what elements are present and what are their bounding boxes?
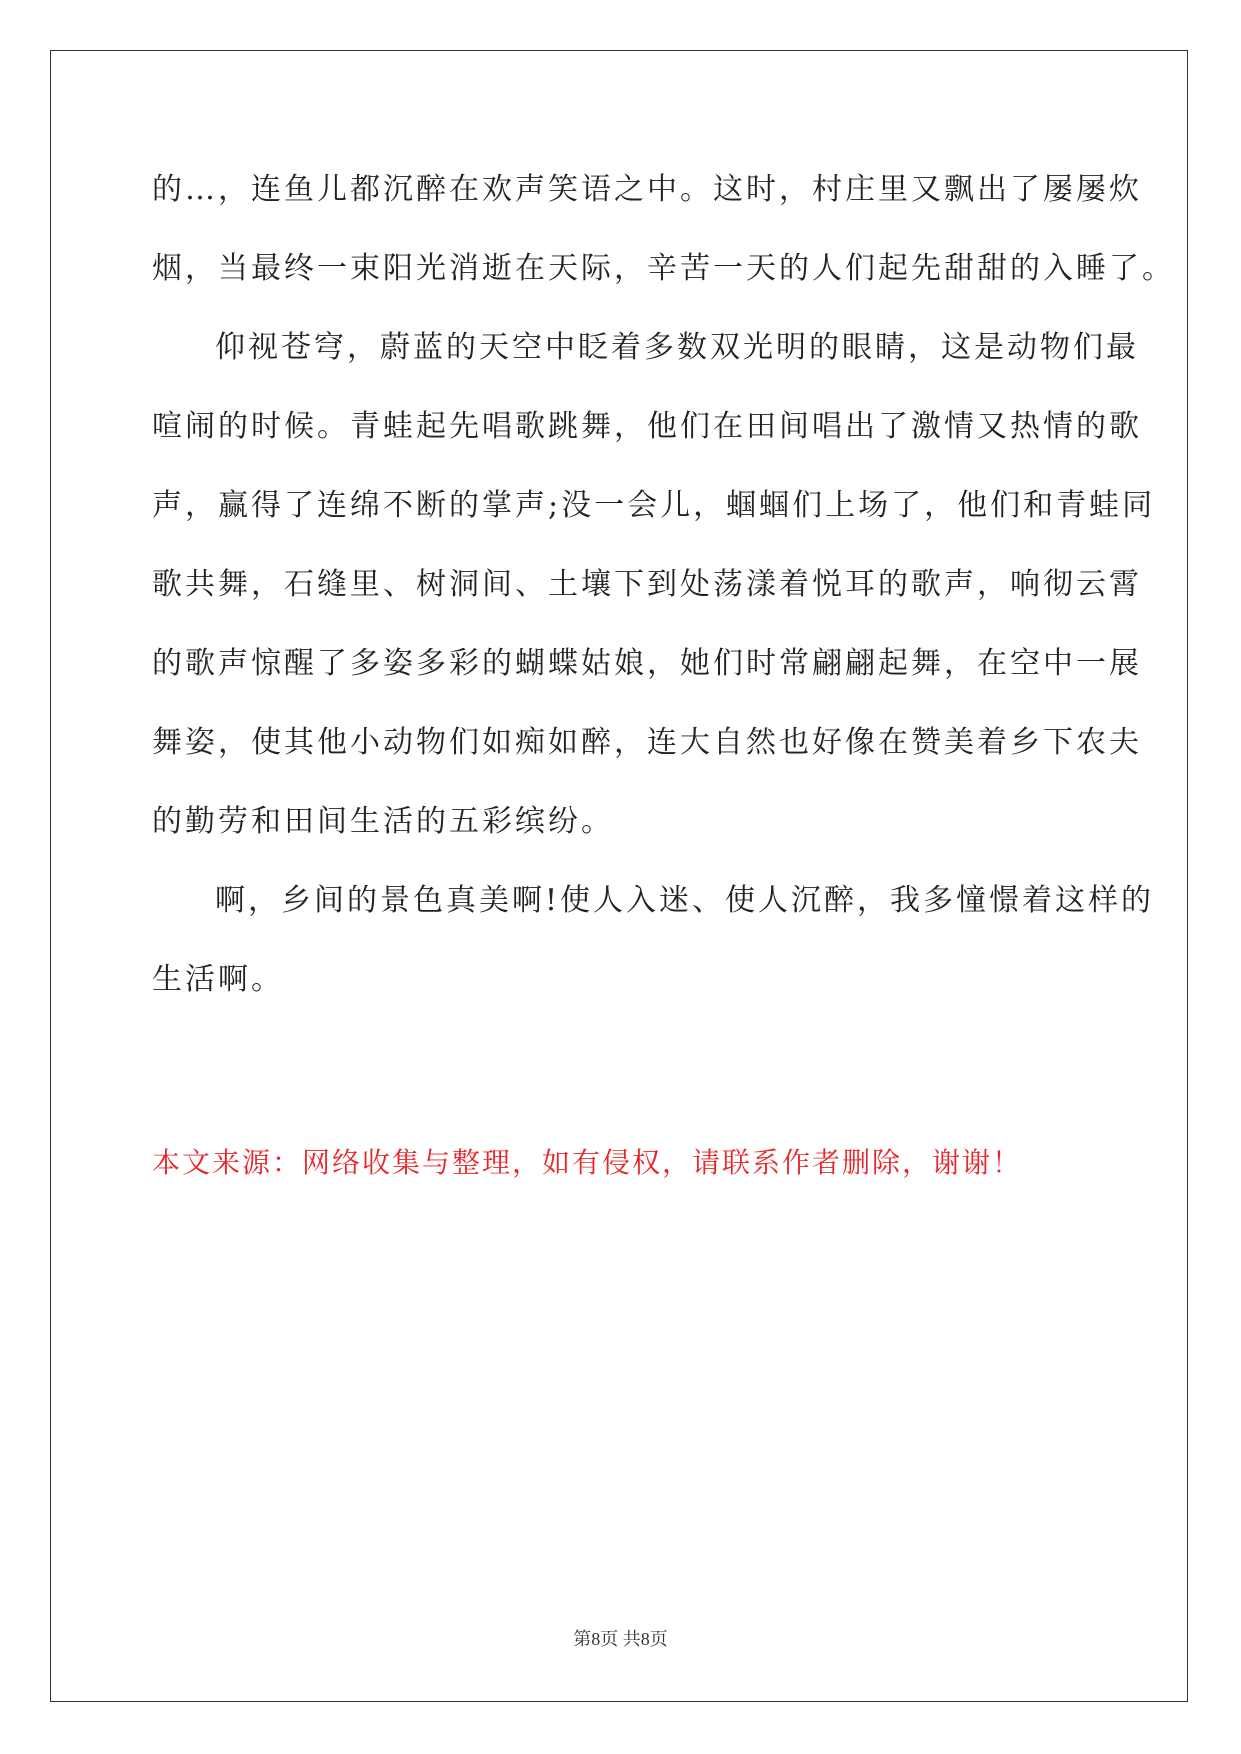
document-body <box>152 162 1175 1031</box>
paragraph-2-line-7: 的勤劳和田间生活的五彩缤纷。 <box>152 804 614 839</box>
source-disclaimer: 本文来源：网络收集与整理，如有侵权，请联系作者删除，谢谢！ <box>152 1146 1023 1179</box>
paragraph-1-line-2: 烟，当最终一束阳光消逝在天际，辛苦一天的人们起先甜甜的入睡了。 <box>152 251 1175 286</box>
paragraph-2-line-3: 声，赢得了连绵不断的掌声;没一会儿，蝈蝈们上场了，他们和青蛙同 <box>152 488 1156 523</box>
paragraph-2-line-2: 喧闹的时候。青蛙起先唱歌跳舞，他们在田间唱出了激情又热情的歌 <box>152 409 1142 444</box>
paragraph-2-line-5: 的歌声惊醒了多姿多彩的蝴蝶姑娘，她们时常翩翩起舞，在空中一展 <box>152 646 1142 681</box>
paragraph-3-line-2: 生活啊。 <box>152 962 284 997</box>
paragraph-3-line-1: 啊，乡间的景色真美啊!使人入迷、使人沉醉，我多憧憬着这样的 <box>215 883 1155 918</box>
paragraph-2-line-1: 仰视苍穹，蔚蓝的天空中眨着多数双光明的眼睛，这是动物们最 <box>215 330 1139 365</box>
paragraph-1-line-1: 的…，连鱼儿都沉醉在欢声笑语之中。这时，村庄里又飘出了屡屡炊 <box>152 172 1142 207</box>
paragraph-2-line-6: 舞姿，使其他小动物们如痴如醉，连大自然也好像在赞美着乡下农夫 <box>152 725 1142 760</box>
paragraph-2-line-4: 歌共舞，石缝里、树洞间、土壤下到处荡漾着悦耳的歌声，响彻云霄 <box>152 567 1142 602</box>
page-number-footer: 第8页 共8页 <box>573 1629 668 1649</box>
